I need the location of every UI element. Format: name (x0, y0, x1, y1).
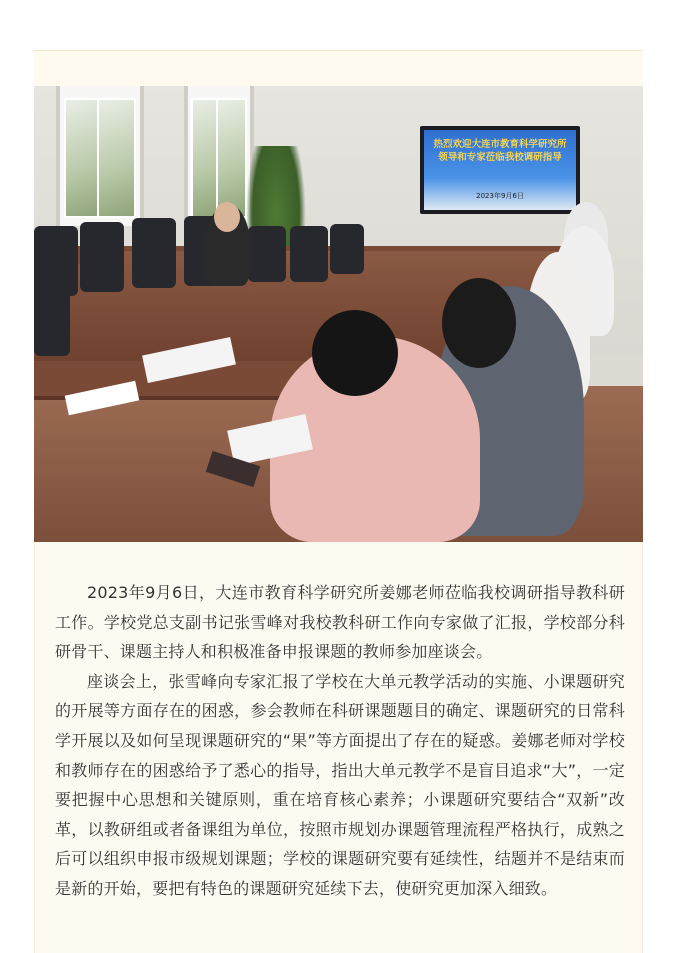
welcome-screen-display (424, 130, 576, 210)
article-body (55, 578, 625, 904)
photo-person-face (214, 202, 240, 232)
photo-person-foreground-hair (312, 310, 398, 396)
card-header-strip (34, 51, 643, 87)
photo-chair (80, 222, 124, 292)
photo-chair (330, 224, 364, 274)
screen-date: 2023年9月6日 (476, 192, 524, 200)
article-paragraph-1: 2023年9月6日，大连市教育科学研究所姜娜老师莅临我校调研指导教科研工作。学校党总支副书记张雪峰对我校教科研工作向专家做了汇报，学校部分科研骨干、课题主持人和积极准备申报课题的教师参加座谈会。 (55, 583, 625, 662)
welcome-screen (420, 126, 580, 214)
photo-person-hair (442, 278, 516, 368)
screen-title-line2: 领导和专家莅临我校调研指导 (438, 152, 562, 163)
article-paragraph-2: 座谈会上，张雪峰向专家汇报了学校在大单元教学活动的实施、小课题研究的开展等方面存在的困惑，参会教师在科研课题题目的确定、课题研究的日常科学开展以及如何呈现课题研究的“果”等方面提出了存在的疑惑。姜娜老师对学校和教师存在的困惑给予了悉心的指导，指出大单元教学不是盲目追求“大”，一定要把握中心思想和关键原则，重在培育核心素养；小课题研究要结合“双新”改革，以教研组或者备课组为单位，按照市规划办课题管理流程严格执行，成熟之后可以组织申报市级规划课题；学校的课题研究要有延续性，结题并不是结束而是新的开始，要把有特色的课题研究延续下去，使研究更加深入细致。 (55, 671, 625, 898)
photo-chair (290, 226, 328, 282)
screen-title-line1: 热烈欢迎大连市教育科学研究所 (433, 139, 567, 150)
photo-chair (248, 226, 286, 282)
photo-window-left (56, 86, 144, 226)
photo-chair (132, 218, 176, 288)
meeting-photo (34, 86, 643, 542)
photo-chair (34, 266, 70, 356)
